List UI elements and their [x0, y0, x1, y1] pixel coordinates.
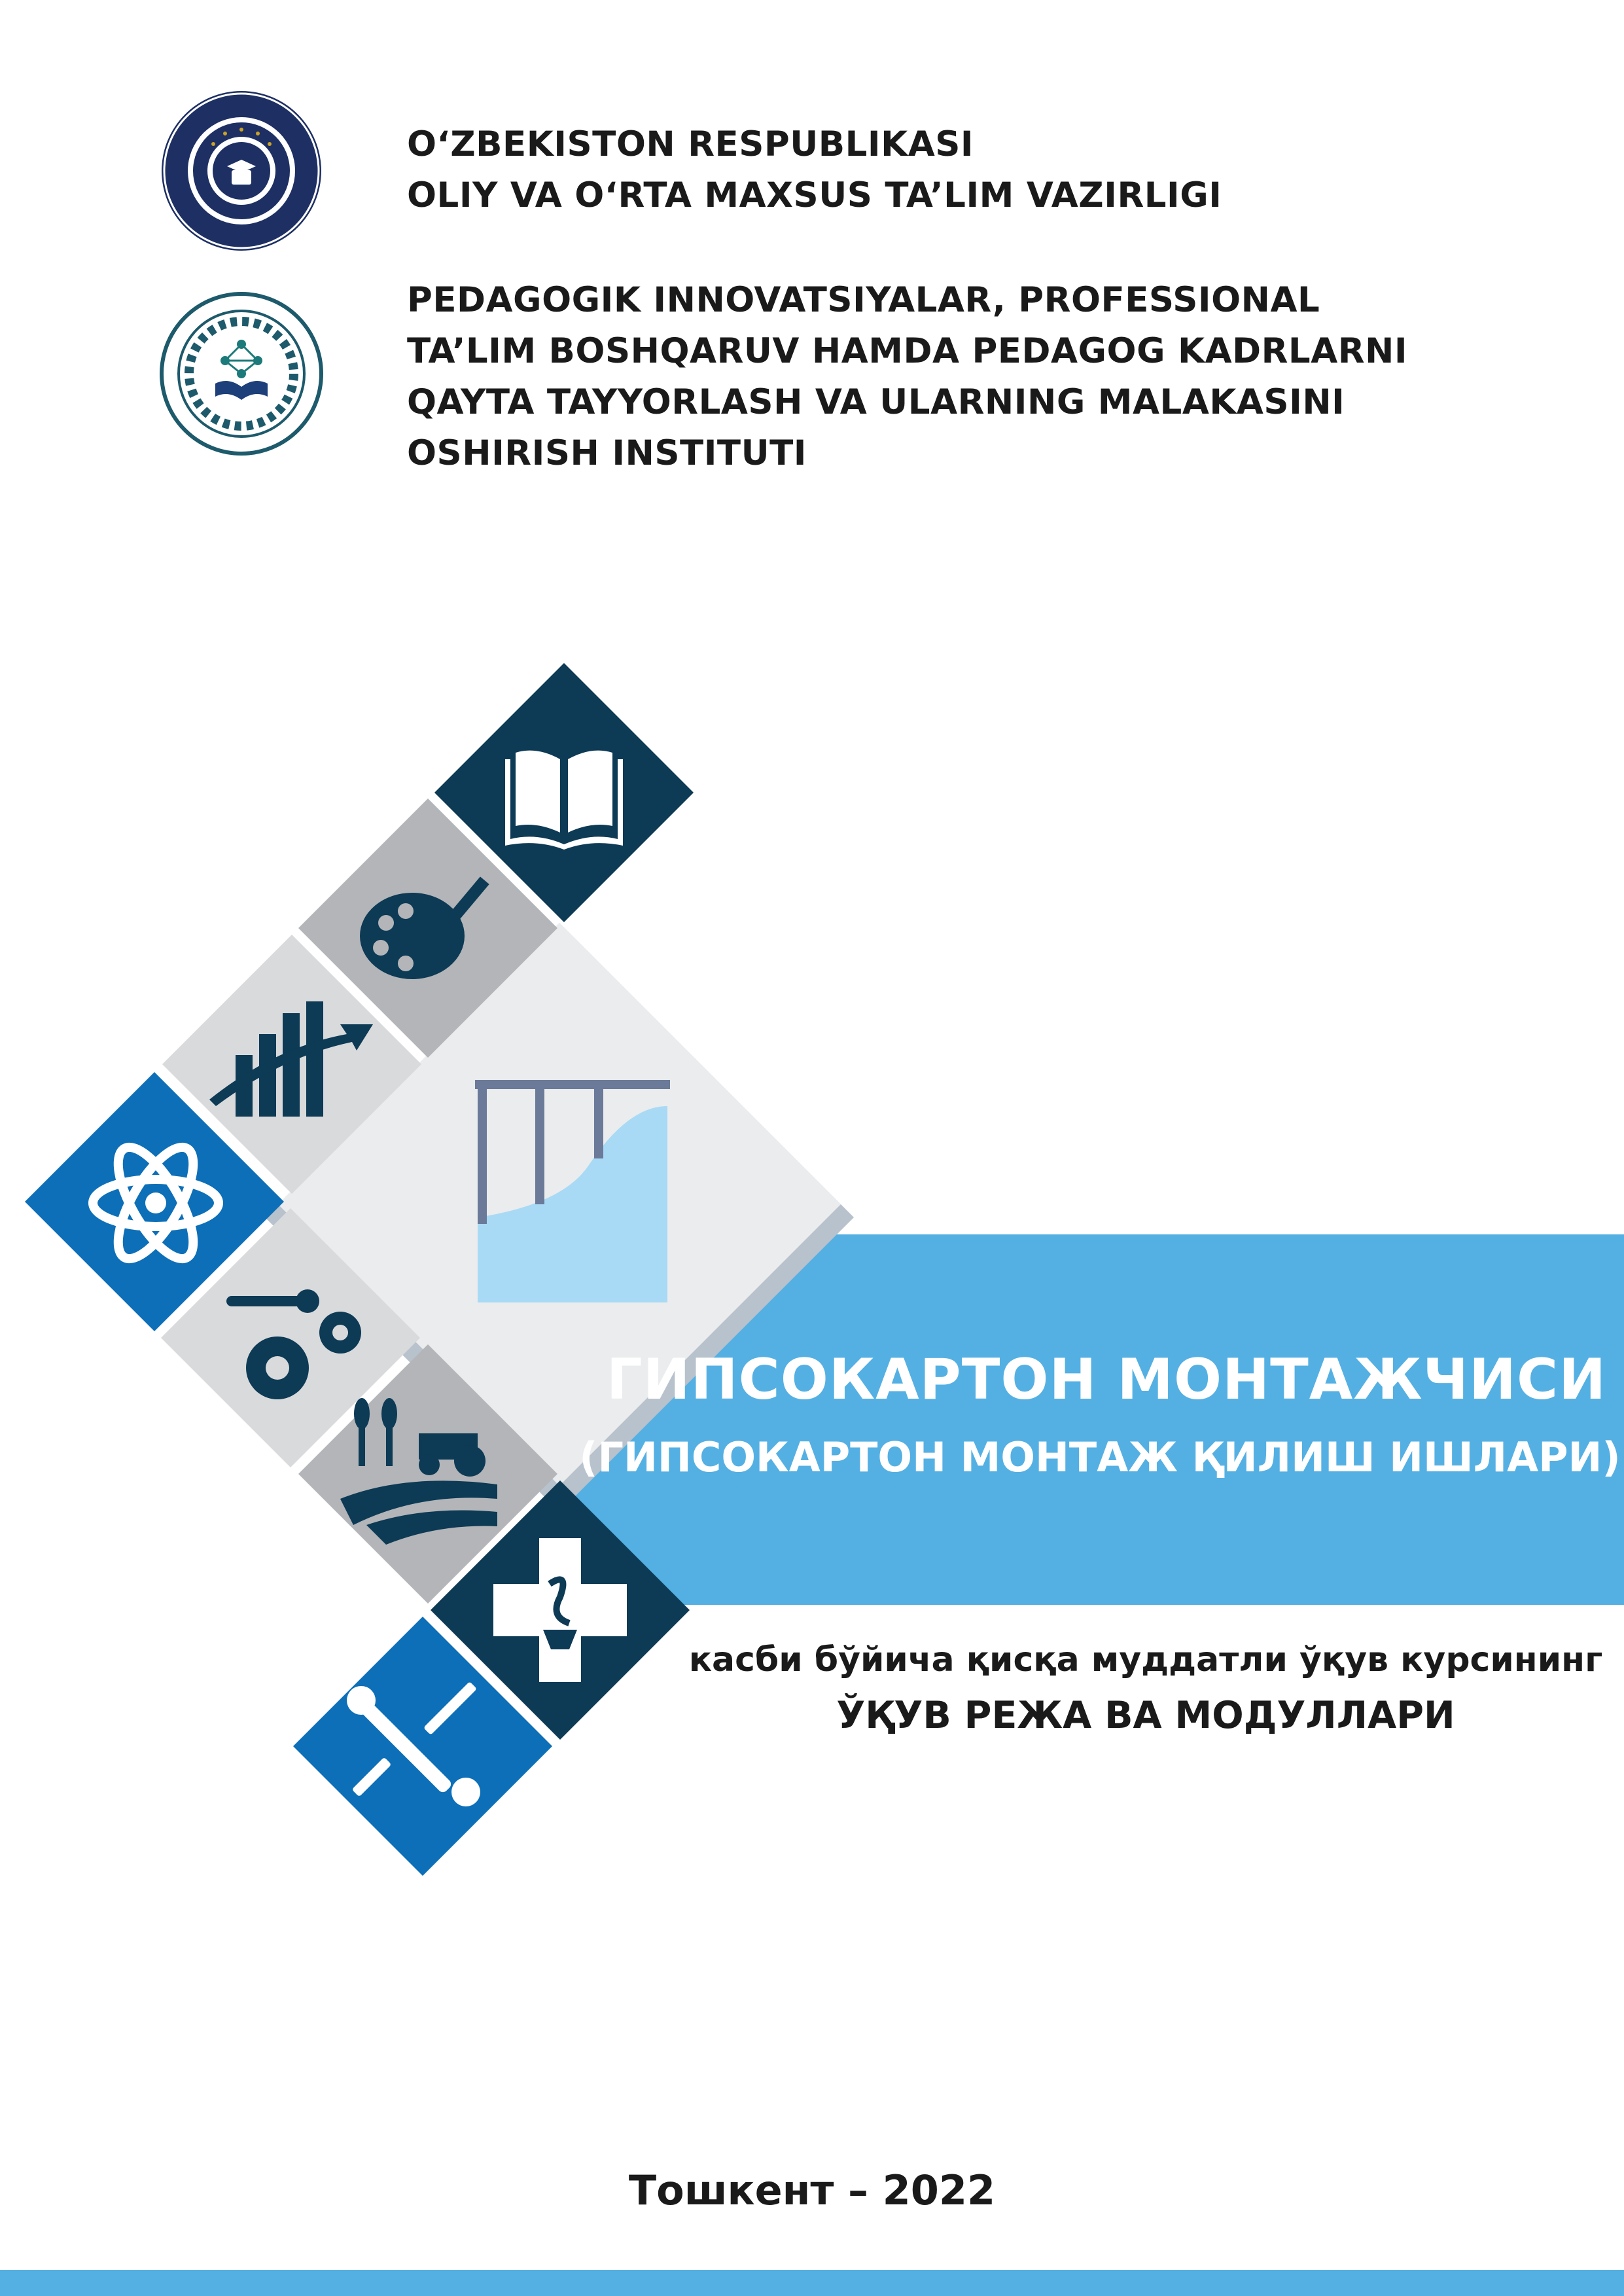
institute-line-3: QAYTA TAYYORLASH VA ULARNING MALAKASINI — [407, 382, 1345, 422]
course-description: касби бўйича қисқа муддатли ўқув курсининг — [688, 1640, 1603, 1679]
document-subtitle: (ГИПСОКАРТОН МОНТАЖ ҚИЛИШ ИШЛАРИ) — [579, 1433, 1621, 1481]
ministry-line-2: OLIY VA O‘RTA MAXSUS TA’LIM VAZIRLIGI — [407, 175, 1222, 215]
institute-line-2: TA’LIM BOSHQARUV HAMDA PEDAGOG KADRLARNI — [407, 331, 1408, 371]
bottom-bar — [0, 2270, 1624, 2296]
course-plan-heading: ЎҚУВ РЕЖА ВА МОДУЛЛАРИ — [836, 1694, 1455, 1737]
place-and-year: Тошкент – 2022 — [628, 2166, 996, 2214]
institute-line-1: PEDAGOGIK INNOVATSIYALAR, PROFESSIONAL — [407, 280, 1320, 320]
institute-line-4: OSHIRISH INSTITUTI — [407, 433, 807, 473]
ministry-line-1: O‘ZBEKISTON RESPUBLIKASI — [407, 124, 974, 164]
document-title: ГИПСОКАРТОН МОНТАЖЧИСИ — [606, 1347, 1607, 1412]
drywall-icon — [475, 1080, 670, 1302]
